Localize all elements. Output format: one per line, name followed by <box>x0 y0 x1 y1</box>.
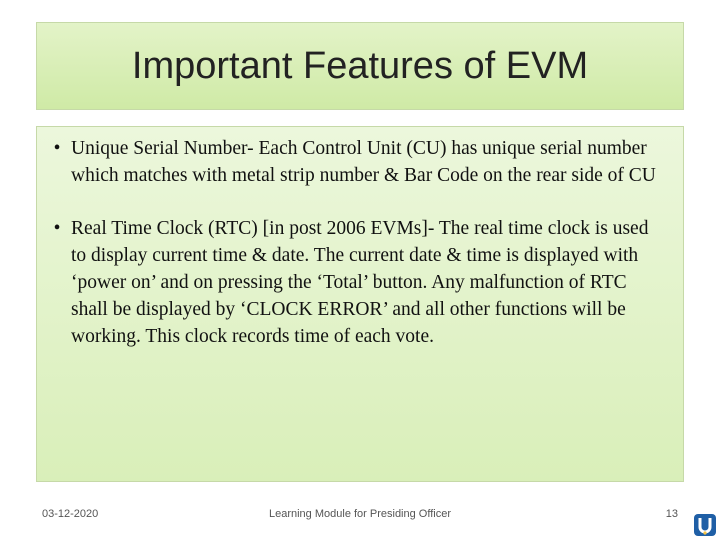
bullet-item <box>43 135 665 189</box>
slide-title: Important Features of EVM <box>131 44 589 87</box>
content-box <box>36 126 684 482</box>
footer-date: 03-12-2020 <box>42 508 99 520</box>
logo-icon <box>694 514 716 536</box>
bullet-dot: • <box>53 218 61 239</box>
bullet-dot: • <box>53 138 61 159</box>
bullet-text-serial-number: Unique Serial Number- Each Control Unit (CU) has unique serial number which matches with metal strip number & Bar Code on the rear side of CU <box>71 138 656 186</box>
bullet-text-real-time-clock: Real Time Clock (RTC) [in post 2006 EVMs]- The real time clock is used to display current time & date. The current date & time is displayed with ‘power on’ and on pressing the ‘Total’ button. Any malfunction of RTC shall be displayed by ‘CLOCK ERROR’ and all other functions will be working. This clock records time of each vote. <box>71 218 649 347</box>
footer-title: Learning Module for Presiding Officer <box>268 508 451 520</box>
page-number: 13 <box>665 508 678 520</box>
title-box <box>36 22 684 110</box>
bullet-item <box>43 215 665 350</box>
